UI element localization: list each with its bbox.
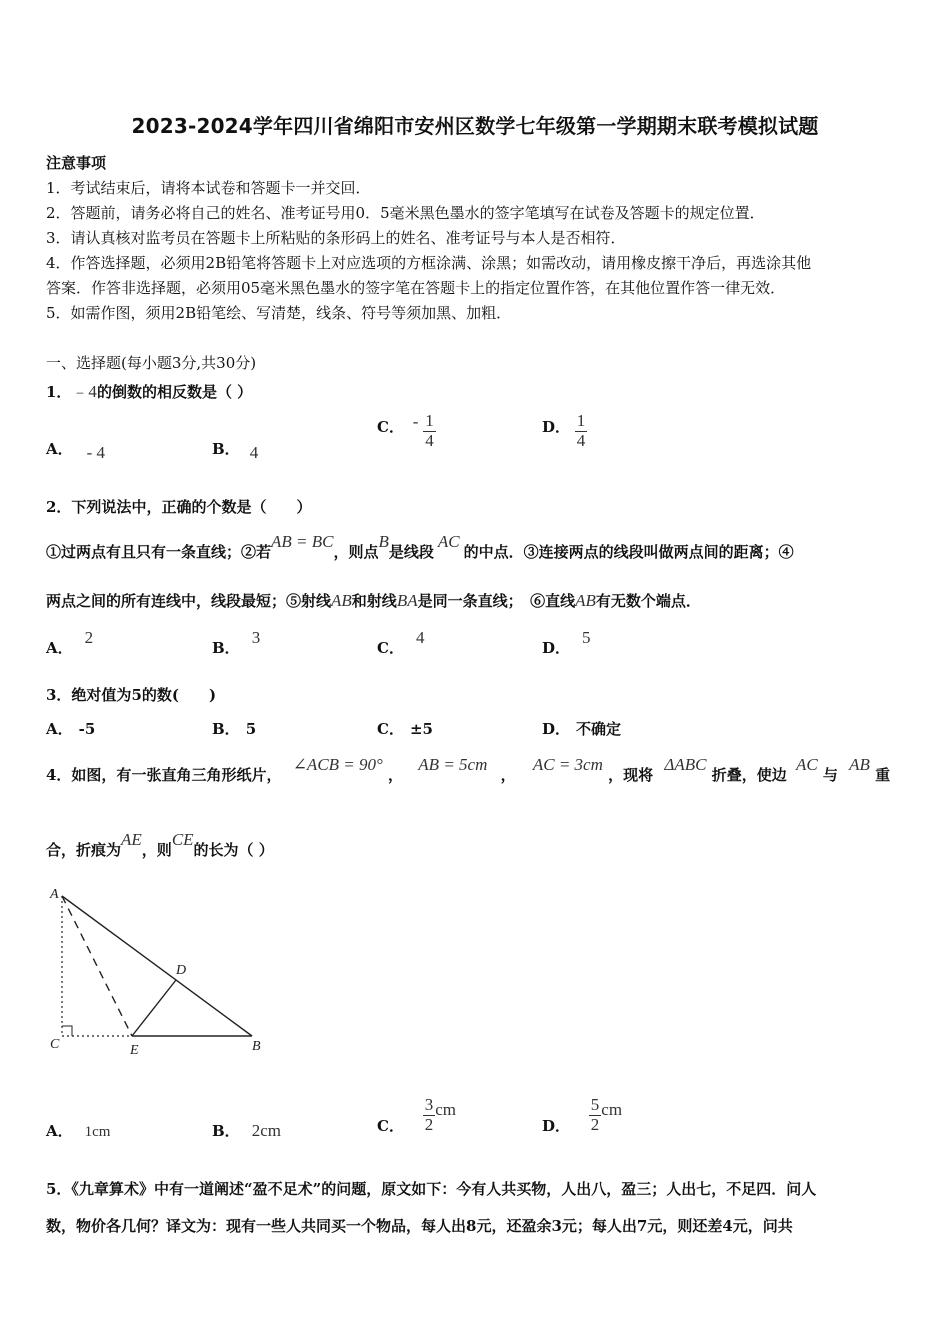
q1-option-b[interactable]: B． 4 <box>212 440 259 462</box>
crease-ae <box>62 896 132 1036</box>
q2-option-b[interactable]: B．3 <box>212 628 261 657</box>
notice-item: 答案．作答非选择题，必须用05毫米黑色墨水的签字笔在答题卡上的指定位置作答，在其他位置作答一律无效． <box>46 279 786 297</box>
segment-ed <box>132 980 176 1036</box>
vertex-label-c: C <box>50 1037 60 1052</box>
q3-option-c[interactable]: C． ±5 <box>377 720 433 738</box>
question-5-line-2: 数，物价各几何？译文为：现有一些人共同买一个物品，每人出8元，还盈余3元；每人出7元，则还差4元，问共 <box>46 1217 793 1235</box>
q3-option-b[interactable]: B． 5 <box>212 720 257 738</box>
fraction: $\frac{1}{4}$ <box>576 411 586 450</box>
triangle-figure <box>40 880 280 1060</box>
notice-item: 2．答题前，请务必将自己的姓名、准考证号用0．5毫米黑色墨水的签字笔填写在试卷及答题卡的规定位置． <box>46 204 765 222</box>
fraction: $\frac{1}{4}$ <box>425 411 434 450</box>
page-title: 2023-2024学年四川省绵阳市安州区数学七年级第一学期期末联考模拟试题 <box>131 114 819 138</box>
section-heading: 一、选择题(每小题3分,共30分) <box>46 354 257 372</box>
vertex-label-e: E <box>130 1043 139 1058</box>
q4-option-a[interactable]: A． 1cm <box>46 1122 111 1140</box>
notice-item: 5．如需作图，须用2B铅笔绘、写清楚，线条、符号等须加黑、加粗． <box>46 304 512 322</box>
notice-item: 3．请认真核对监考员在答题卡上所粘贴的条形码上的姓名、准考证号与本人是否相符． <box>46 229 626 247</box>
q3-option-d[interactable]: D． 不确定 <box>542 720 622 738</box>
q3-option-a[interactable]: A． -5 <box>46 720 96 738</box>
fraction: $\frac{5}{2}$ <box>590 1095 600 1134</box>
question-1-stem: 1．﹣4的倒数的相反数是（ ） <box>46 382 253 401</box>
vertex-label-d: D <box>176 963 187 978</box>
q4-option-c[interactable]: C． $\frac{3}{2}$ cm <box>377 1095 457 1136</box>
q1-option-c[interactable]: C． - $\frac{1}{4}$ <box>377 411 434 450</box>
segment-ab <box>62 896 252 1036</box>
q1-option-d[interactable]: D． $\frac{1}{4}$ <box>542 411 586 450</box>
notice-heading: 注意事项 <box>46 154 107 172</box>
fraction: $\frac{3}{2}$ <box>424 1095 434 1134</box>
question-2-line-1: ①过两点有且只有一条直线；②若AB = BC，则点B是线段AC的中点．③连接两点的线段叫做两点间的距离；④ <box>46 532 794 561</box>
notice-item: 4．作答选择题，必须用2B铅笔将答题卡上对应选项的方框涂满、涂黑；如需改动，请用橡皮擦干净后，再选涂其他 <box>46 254 812 272</box>
right-angle-mark <box>62 1026 72 1036</box>
q1-option-a[interactable]: A． - 4 <box>46 440 106 462</box>
q4-option-d[interactable]: D． $\frac{5}{2}$ cm <box>542 1095 623 1136</box>
q2-option-c[interactable]: C．4 <box>377 628 425 657</box>
question-3-stem: 3．绝对值为5的数( ) <box>46 686 217 704</box>
vertex-label-b: B <box>252 1039 261 1054</box>
question-2-line-2: 两点之间的所有连线中，线段最短；⑤射线AB和射线BA是同一条直线； ⑥直线AB有无数个端点． <box>46 591 701 610</box>
q2-option-d[interactable]: D．5 <box>542 628 591 657</box>
question-4-line-2: 合，折痕为AE，则CE的长为（ ） <box>46 830 274 859</box>
notice-item: 1．考试结束后，请将本试卷和答题卡一并交回． <box>46 179 371 197</box>
question-4-line-1: 4．如图，有一张直角三角形纸片， ∠ACB = 90° ， AB = 5cm ， AC = 3cm ，现将 ΔABC 折叠，使边 AC 与 AB 重 <box>46 755 891 784</box>
vertex-label-a: A <box>50 887 59 902</box>
question-5-line-1: 5．《九章算术》中有一道阐述“盈不足术”的问题，原文如下：今有人共买物，人出八，盈三；人出七，不足四．问人 <box>46 1180 817 1198</box>
question-2-stem: 2．下列说法中，正确的个数是（ ） <box>46 498 312 516</box>
q4-option-b[interactable]: B． 2cm <box>212 1121 281 1140</box>
q2-option-a[interactable]: A．2 <box>46 628 94 657</box>
